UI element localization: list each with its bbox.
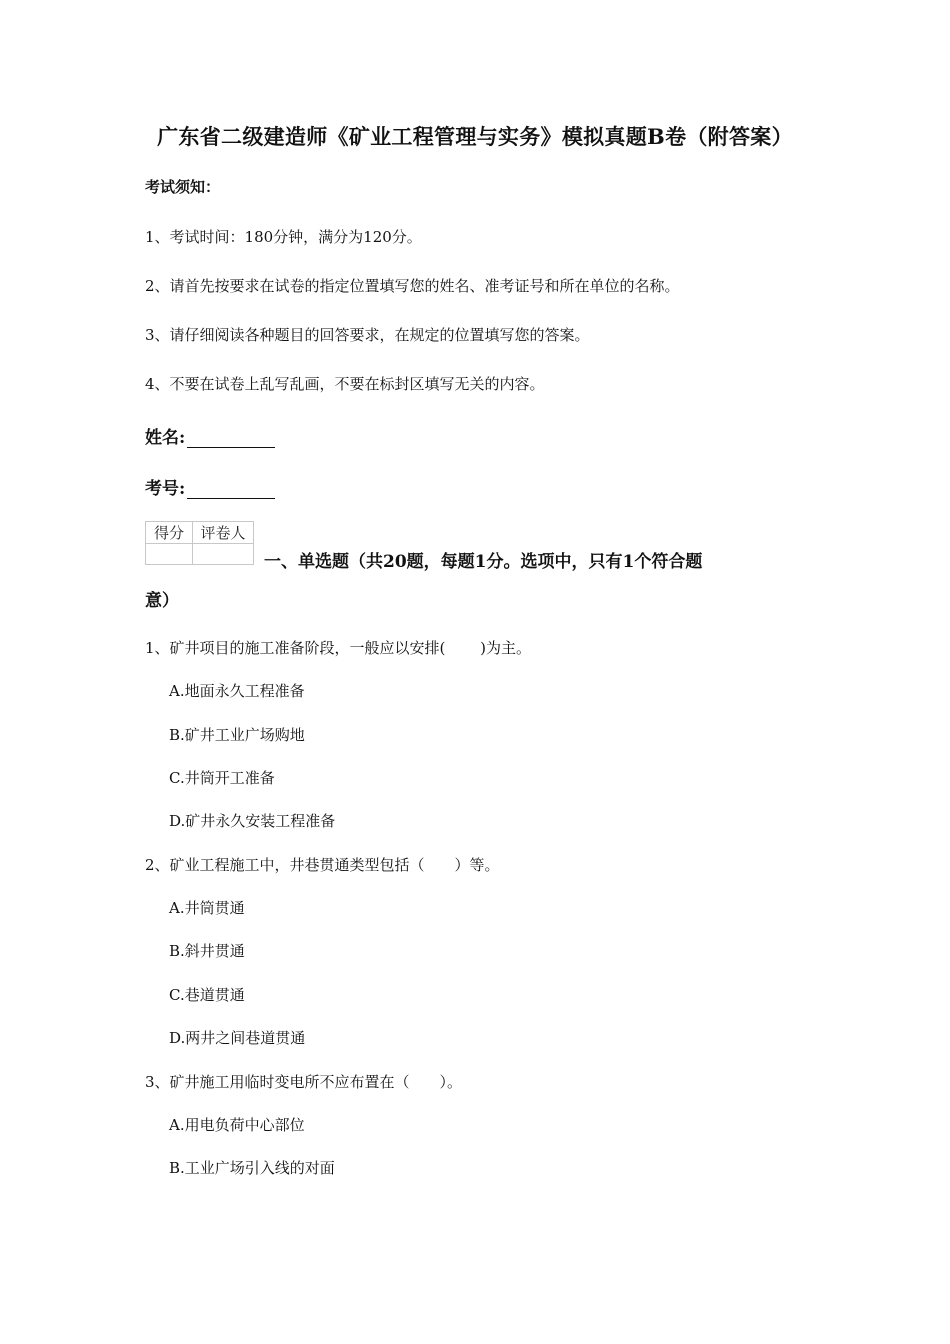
question-option: C.井筒开工准备 <box>169 769 275 787</box>
name-label: 姓名: <box>145 428 186 448</box>
question-option: B.工业广场引入线的对面 <box>169 1159 335 1177</box>
score-header: 得分 <box>146 522 193 544</box>
question-option: B.矿井工业广场购地 <box>169 726 305 744</box>
notice-heading: 考试须知： <box>145 178 221 196</box>
question-option: C.巷道贯通 <box>169 986 245 1004</box>
score-cell[interactable] <box>146 544 193 565</box>
question-stem: 3、矿井施工用临时变电所不应布置在（ ）。 <box>145 1073 463 1091</box>
notice-item: 2、请首先按要求在试卷的指定位置填写您的姓名、准考证号和所在单位的名称。 <box>145 277 680 295</box>
section-title: 一、单选题（共20题，每题1分。选项中，只有1个符合题 <box>264 552 703 572</box>
section-title-continued: 意） <box>145 591 179 611</box>
name-field <box>145 423 275 448</box>
question-stem: 2、矿业工程施工中，井巷贯通类型包括（ ）等。 <box>145 856 500 874</box>
exam-no-blank[interactable] <box>187 480 275 499</box>
name-blank[interactable] <box>187 429 275 448</box>
question-option: A.用电负荷中心部位 <box>169 1116 305 1134</box>
reviewer-header: 评卷人 <box>193 522 254 544</box>
question-stem: 1、矿井项目的施工准备阶段，一般应以安排( )为主。 <box>145 639 532 657</box>
exam-no-field <box>145 474 275 499</box>
question-option: B.斜井贯通 <box>169 942 245 960</box>
score-table <box>145 521 254 565</box>
question-option: D.矿井永久安装工程准备 <box>169 812 336 830</box>
exam-no-label: 考号: <box>145 479 186 499</box>
notice-item: 4、不要在试卷上乱写乱画，不要在标封区填写无关的内容。 <box>145 375 545 393</box>
document-title: 广东省二级建造师《矿业工程管理与实务》模拟真题B卷（附答案） <box>157 124 793 149</box>
question-option: A.地面永久工程准备 <box>169 682 305 700</box>
reviewer-cell[interactable] <box>193 544 254 565</box>
notice-item: 3、请仔细阅读各种题目的回答要求，在规定的位置填写您的答案。 <box>145 326 590 344</box>
notice-item: 1、考试时间：180分钟，满分为120分。 <box>145 228 422 246</box>
question-option: D.两井之间巷道贯通 <box>169 1029 306 1047</box>
question-option: A.井筒贯通 <box>169 899 245 917</box>
